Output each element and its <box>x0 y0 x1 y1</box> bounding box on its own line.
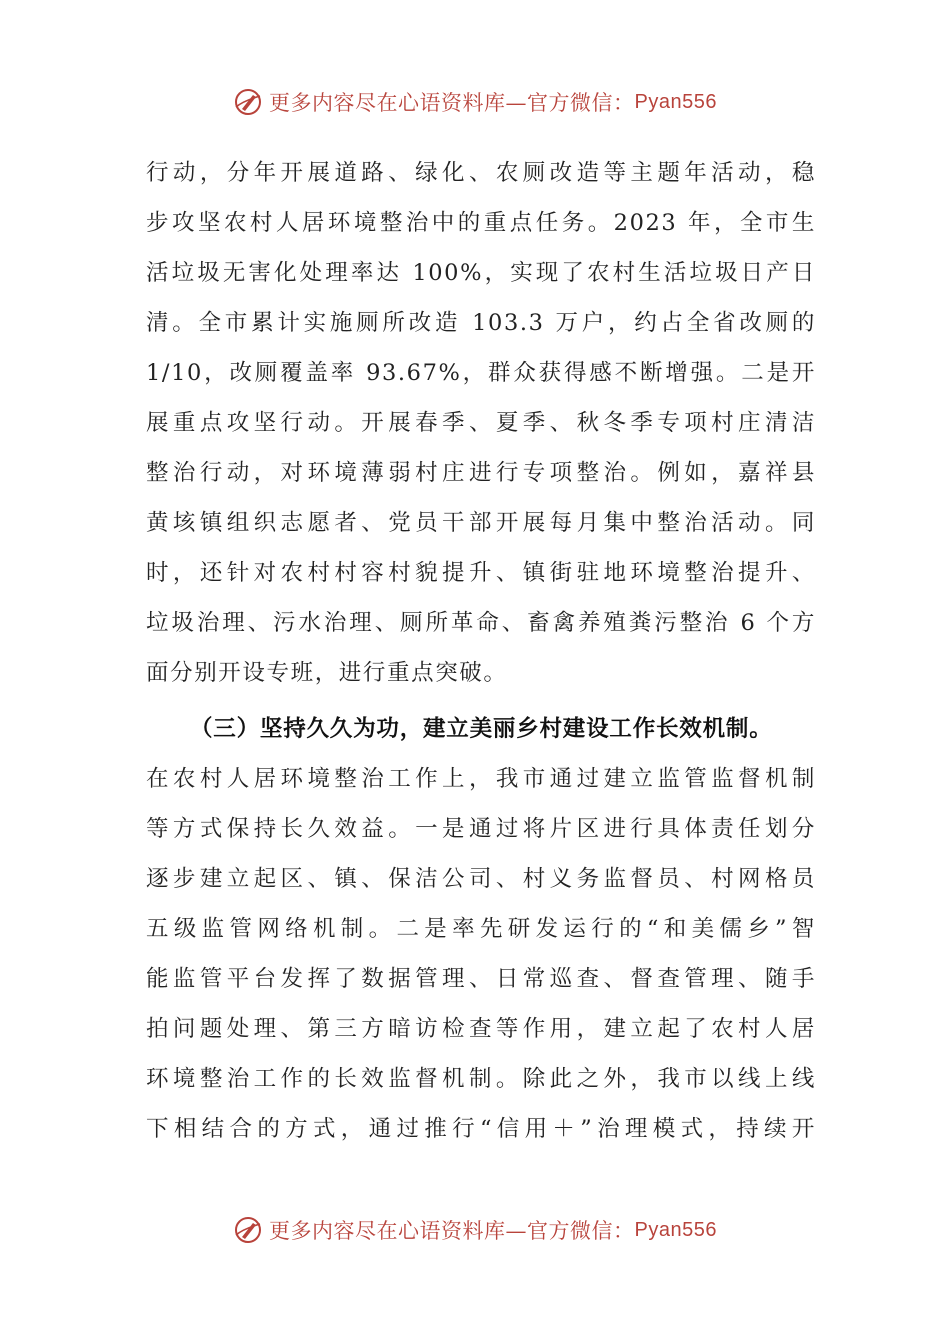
text-line: 等方式保持长久效益。一是通过将片区进行具体责任划分 <box>146 816 816 842</box>
text-line: 下相结合的方式，通过推行“信用＋”治理模式，持续开 <box>146 1116 816 1142</box>
text-line: 面分别开设专班，进行重点突破。 <box>146 660 508 686</box>
watermark-wechat-id: Pyan556 <box>634 90 717 113</box>
text-line: 在农村人居环境整治工作上，我市通过建立监管监督机制 <box>146 766 816 792</box>
footer-watermark <box>0 1210 950 1250</box>
text-line: 步攻坚农村人居环境整治中的重点任务。2023 年，全市生 <box>146 210 816 236</box>
text-line: 清。全市累计实施厕所改造 103.3 万户，约占全省改厕的 <box>146 310 816 336</box>
text-line: 展重点攻坚行动。开展春季、夏季、秋冬季专项村庄清洁 <box>146 410 816 436</box>
pen-circle-icon <box>233 1215 263 1245</box>
body-text <box>146 148 816 1154</box>
text-line: 1/10，改厕覆盖率 93.67%，群众获得感不断增强。二是开 <box>146 360 816 386</box>
header-watermark <box>0 82 950 122</box>
text-line: 垃圾治理、污水治理、厕所革命、畜禽养殖粪污整治 6 个方 <box>146 610 816 636</box>
text-line: 行动，分年开展道路、绿化、农厕改造等主题年活动，稳 <box>146 160 816 186</box>
watermark-wechat-id: Pyan556 <box>634 1218 717 1241</box>
text-line: 环境整治工作的长效监督机制。除此之外，我市以线上线 <box>146 1066 816 1092</box>
text-line: 逐步建立起区、镇、保洁公司、村义务监督员、村网格员 <box>146 866 816 892</box>
paragraph-1 <box>146 148 816 698</box>
text-line: 黄垓镇组织志愿者、党员干部开展每月集中整治活动。同 <box>146 510 816 536</box>
section-heading: （三）坚持久久为功，建立美丽乡村建设工作长效机制。 <box>190 716 773 742</box>
pen-circle-icon <box>233 87 263 117</box>
text-line: 拍问题处理、第三方暗访检查等作用，建立起了农村人居 <box>146 1016 816 1042</box>
text-line: 能监管平台发挥了数据管理、日常巡查、督查管理、随手 <box>146 966 816 992</box>
paragraph-2 <box>146 754 816 1154</box>
text-line: 整治行动，对环境薄弱村庄进行专项整治。例如，嘉祥县 <box>146 460 816 486</box>
text-line: 五级监管网络机制。二是率先研发运行的“和美儒乡”智 <box>146 916 816 942</box>
watermark-text: 更多内容尽在心语资料库—官方微信： <box>269 1219 635 1243</box>
text-line: 活垃圾无害化处理率达 100%，实现了农村生活垃圾日产日 <box>146 260 816 286</box>
text-line: 时，还针对农村村容村貌提升、镇街驻地环境整治提升、 <box>146 560 816 586</box>
watermark-text: 更多内容尽在心语资料库—官方微信： <box>269 91 635 115</box>
